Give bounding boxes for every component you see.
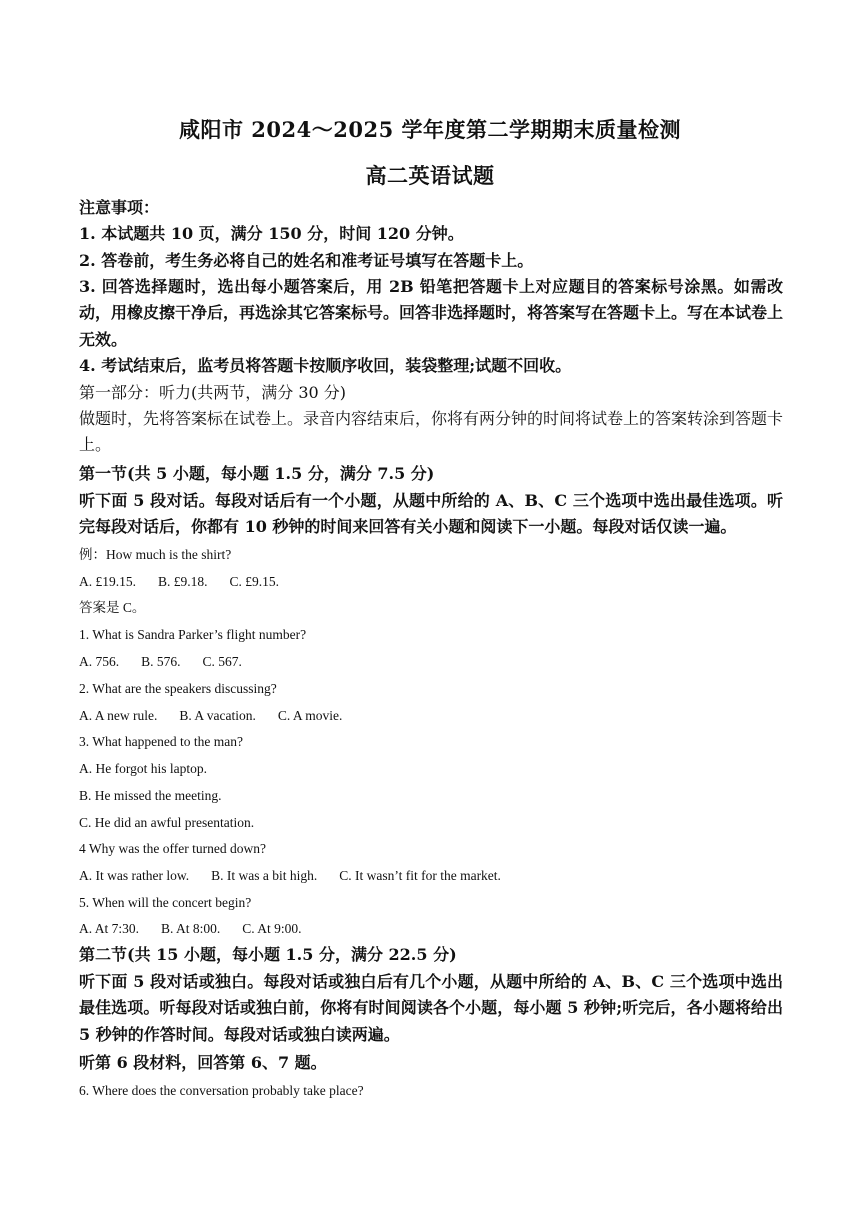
option: A. A new rule. (79, 708, 158, 723)
question-1: 1. What is Sandra Parker’s flight number? (79, 627, 307, 642)
option: C. At 9:00. (242, 921, 302, 936)
question-3-option-a: A. He forgot his laptop. (79, 761, 207, 776)
question-6: 6. Where does the conversation probably take place? (79, 1083, 364, 1098)
section2-heading: 第二节(共 15 小题，每小题 1.5 分，满分 22.5 分) (79, 945, 457, 964)
option: B. A vacation. (179, 708, 256, 723)
notice-item-2: 2. 答卷前，考生务必将自己的姓名和准考证号填写在答题卡上。 (79, 251, 534, 270)
question-5-options (79, 916, 783, 943)
notice-item-1: 1. 本试题共 10 页，满分 150 分，时间 120 分钟。 (79, 224, 464, 243)
option: B. At 8:00. (161, 921, 221, 936)
material-6-heading: 听第 6 段材料，回答第 6、7 题。 (79, 1053, 327, 1072)
notice-item-4: 4. 考试结束后，监考员将答题卡按顺序收回，装袋整理;试题不回收。 (79, 356, 572, 375)
question-3-option-b: B. He missed the meeting. (79, 788, 222, 803)
question-4-options (79, 863, 783, 890)
question-2-options (79, 703, 783, 730)
question-4: 4 Why was the offer turned down? (79, 841, 266, 856)
option: C. It wasn’t fit for the market. (339, 868, 501, 883)
notice-heading: 注意事项： (79, 198, 160, 217)
question-1-options (79, 649, 783, 676)
question-3: 3. What happened to the man? (79, 734, 243, 749)
option: A. It was rather low. (79, 868, 190, 883)
question-3-option-c: C. He did an awful presentation. (79, 815, 255, 830)
option: B. 576. (141, 654, 181, 669)
option: C. 567. (202, 654, 242, 669)
option: B. £9.18. (158, 574, 208, 589)
option: B. It was a bit high. (211, 868, 318, 883)
section2-instruction: 听下面 5 段对话或独白。每段对话或独白后有几个小题，从题中所给的 A、B、C 三个选项中选出最佳选项。听每段对话或独白前，你将有时间阅读各个小题，每小题 5 秒钟;听完后，各小题将给出 5 秒钟的作答时间。每段对话或独白读两遍。 (79, 972, 783, 1044)
example-options (79, 569, 783, 596)
section1-heading: 第一节(共 5 小题，每小题 1.5 分，满分 7.5 分) (79, 464, 435, 483)
section1-instruction: 听下面 5 段对话。每段对话后有一个小题，从题中所给的 A、B、C 三个选项中选出最佳选项。听完每段对话后，你都有 10 秒钟的时间来回答有关小题和阅读下一小题。每段对话仅读一遍。 (79, 491, 783, 537)
exam-title: 咸阳市 2024～2025 学年度第二学期期末质量检测 (178, 117, 681, 142)
example-answer: 答案是 C。 (79, 600, 146, 615)
question-5: 5. When will the concert begin? (79, 895, 252, 910)
example-question: 例：How much is the shirt? (79, 547, 232, 562)
part1-instruction: 做题时，先将答案标在试卷上。录音内容结束后，你将有两分钟的时间将试卷上的答案转涂到答题卡上。 (79, 409, 784, 455)
option: C. A movie. (277, 708, 343, 723)
option: A. 756. (79, 654, 120, 669)
option: C. £9.15. (229, 574, 280, 589)
option: A. £19.15. (79, 574, 136, 589)
option: A. At 7:30. (79, 921, 140, 936)
question-2: 2. What are the speakers discussing? (79, 681, 277, 696)
notice-item-3: 3. 回答选择题时，选出每小题答案后，用 2B 铅笔把答题卡上对应题目的答案标号涂黑。如需改动，用橡皮擦干净后，再选涂其它答案标号。回答非选择题时，将答案写在答题卡上。写在本试卷上无效。 (79, 277, 784, 349)
part1-heading: 第一部分：听力(共两节，满分 30 分) (79, 383, 347, 402)
exam-subtitle: 高二英语试题 (365, 163, 495, 188)
